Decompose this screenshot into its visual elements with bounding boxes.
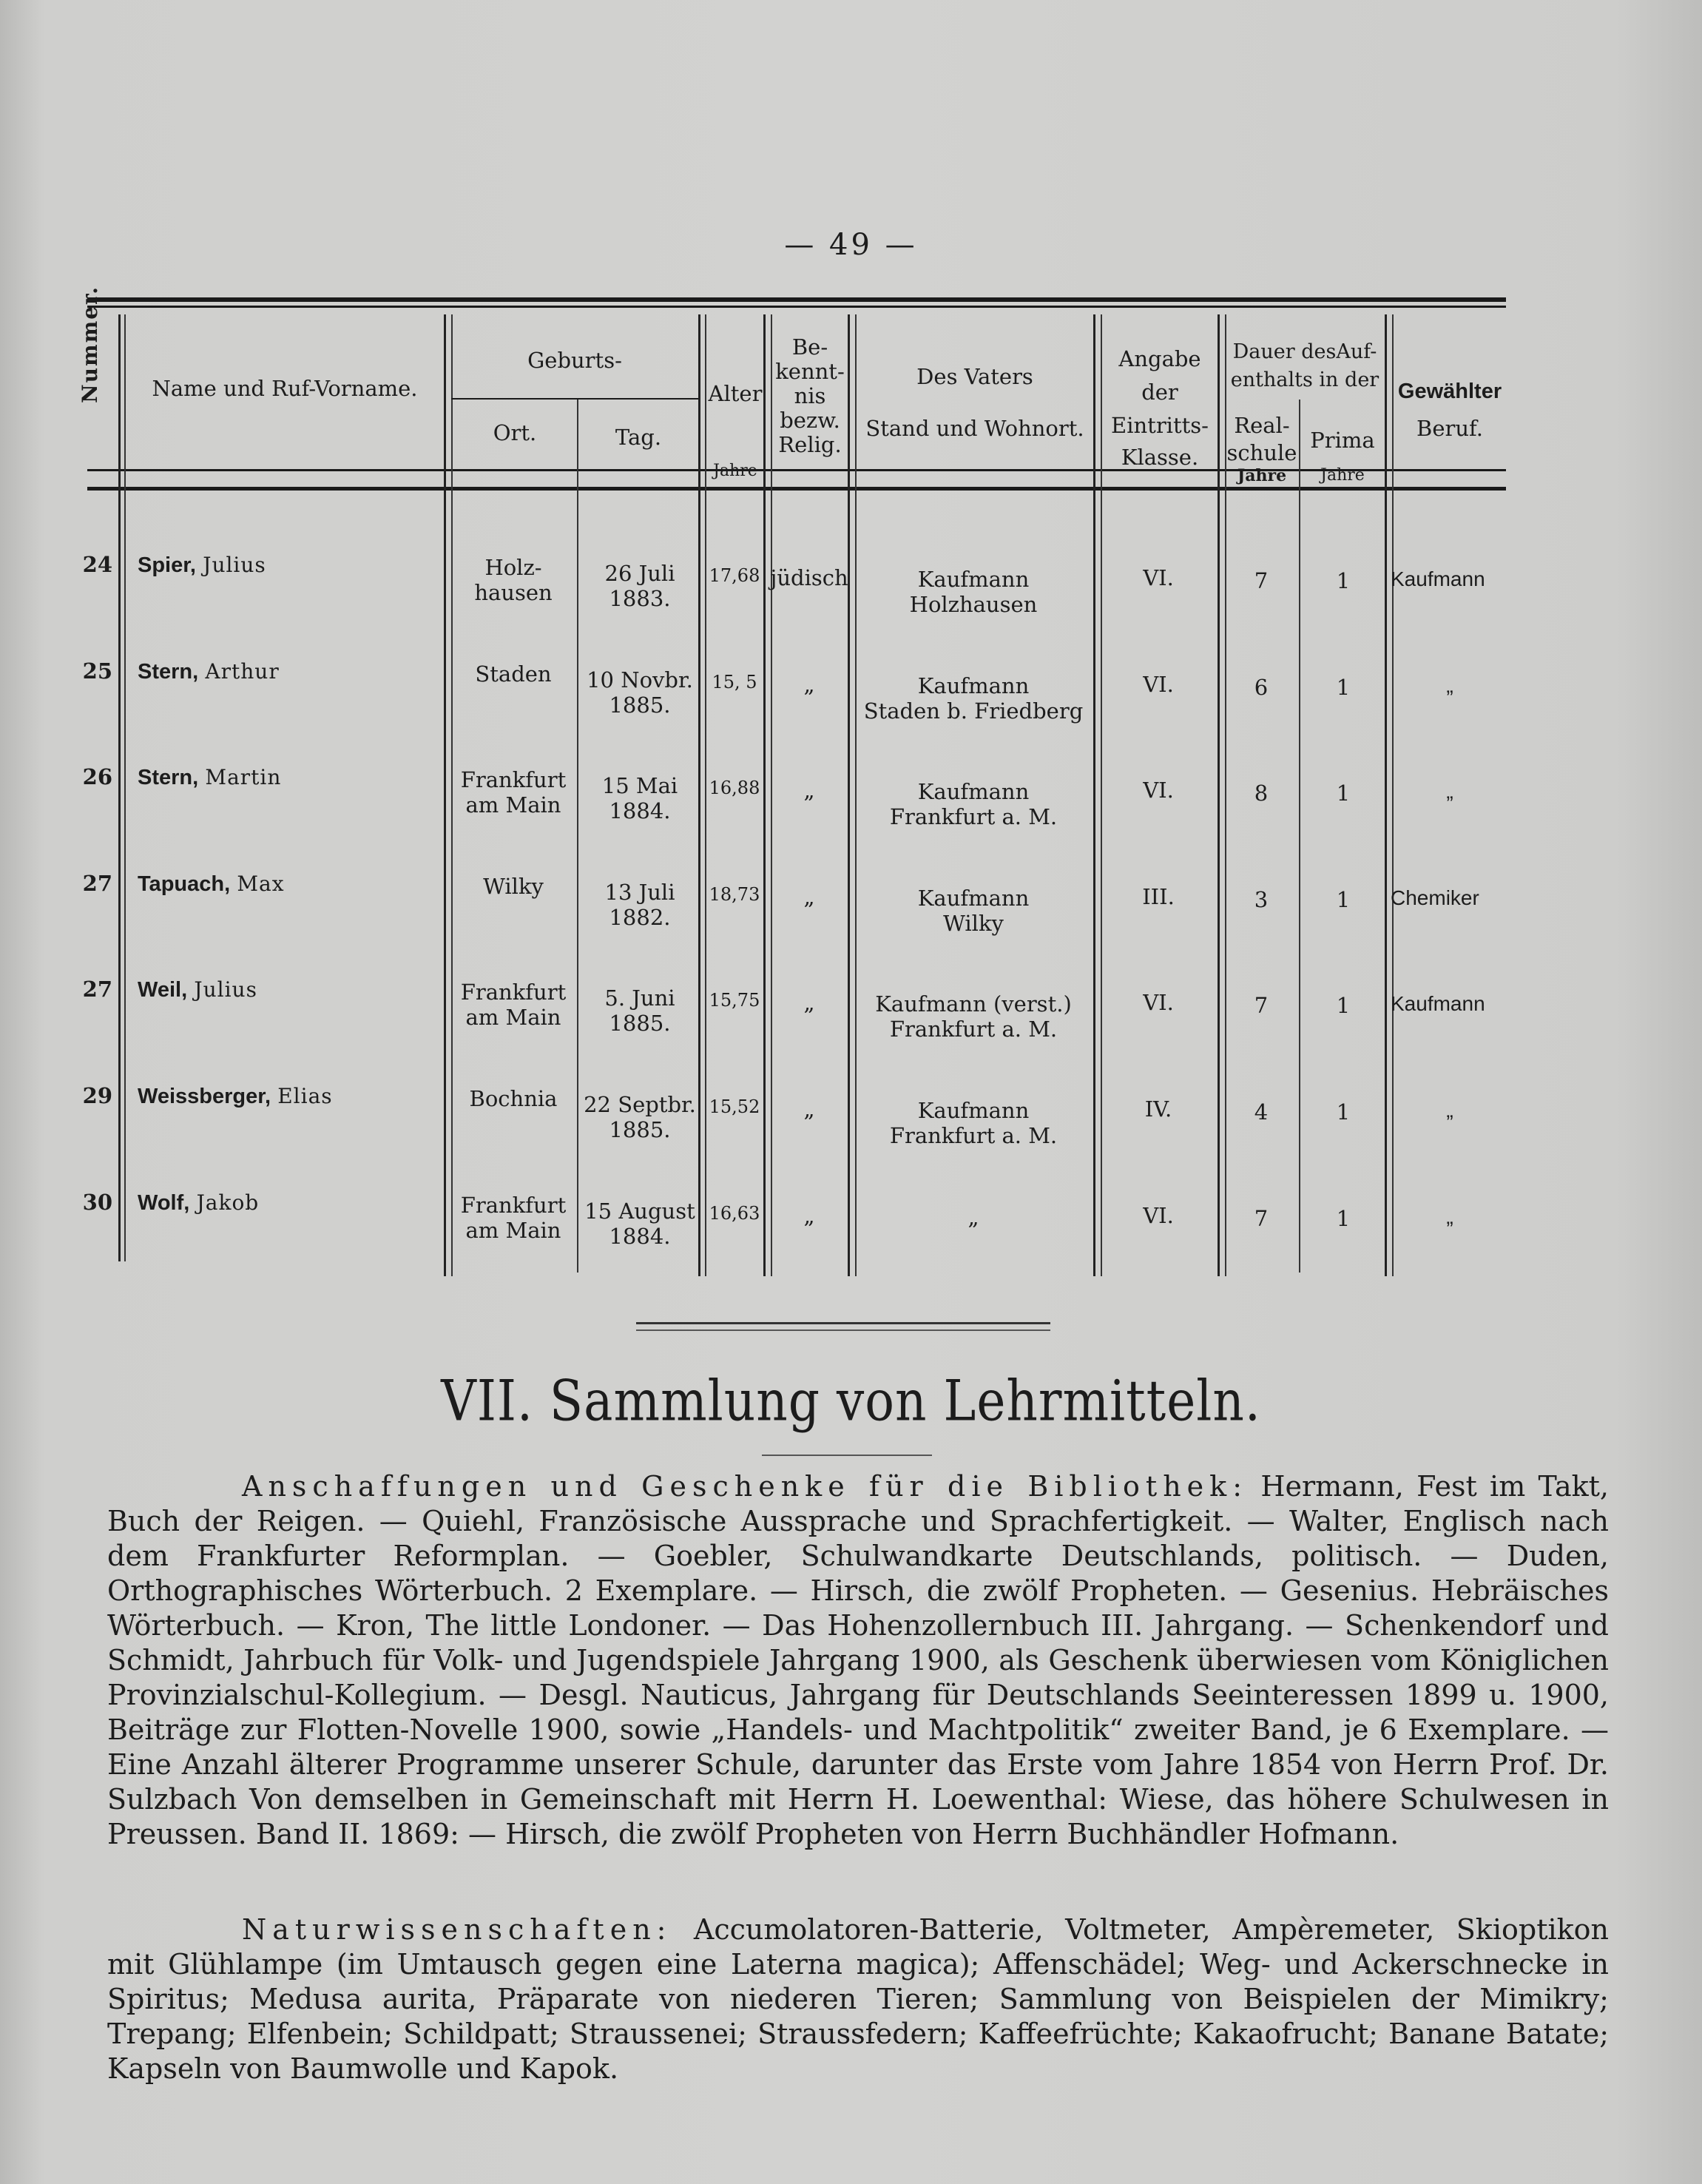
age: 16,88	[709, 778, 760, 798]
surname: Tapuach,	[138, 872, 231, 896]
birth-date: 26 Juli	[604, 561, 675, 586]
birth-date: 15 August	[584, 1199, 695, 1224]
first-name: Arthur	[205, 659, 280, 684]
birth-place: Wilky	[483, 874, 544, 899]
birth-date: 15 Mai	[601, 773, 678, 798]
first-name: Martin	[205, 765, 282, 789]
years-realschule: 3	[1254, 887, 1269, 912]
father-residence: Wilky	[943, 911, 1004, 936]
header-realschule-1: Real-	[1234, 413, 1290, 438]
header-prima: Prima	[1310, 428, 1375, 453]
birth-date-2: 1885.	[609, 1117, 671, 1142]
years-prima: 1	[1336, 887, 1351, 912]
header-tag: Tag.	[615, 425, 662, 450]
header-angabe-2: der	[1141, 380, 1178, 405]
birth-date-2: 1885.	[609, 692, 671, 718]
age: 15,75	[709, 990, 760, 1011]
first-name: Max	[237, 872, 285, 896]
student-name	[138, 1083, 441, 1110]
surname: Weissberger,	[138, 1085, 271, 1108]
header-real-jahre: Jahre	[1237, 466, 1287, 485]
first-name: Jakob	[196, 1190, 260, 1215]
header-bekenntnis-5: Relig.	[778, 432, 842, 457]
header-angabe-4: Klasse.	[1121, 445, 1199, 470]
header-geburts: Geburts-	[527, 348, 622, 373]
age: 18,73	[709, 884, 760, 905]
entry-class: VI.	[1143, 672, 1174, 697]
entry-class: VI.	[1143, 778, 1174, 803]
student-name	[138, 871, 441, 897]
header-realschule-2: schule	[1226, 440, 1297, 465]
years-prima: 1	[1336, 1099, 1351, 1125]
religion: „	[803, 884, 815, 909]
birth-place: Staden	[475, 661, 552, 687]
birth-date: 13 Juli	[604, 880, 675, 905]
father-occupation: Kaufmann	[917, 567, 1030, 592]
entry-class: VI.	[1143, 565, 1174, 590]
table-header-bottom-rule-2	[87, 487, 1506, 491]
birth-date: 10 Novbr.	[587, 667, 693, 692]
first-name: Julius	[203, 553, 266, 577]
father-occupation: Kaufmann (verst.)	[875, 991, 1072, 1017]
birth-place-2: am Main	[465, 1005, 561, 1030]
years-realschule: 4	[1254, 1099, 1269, 1125]
paragraph-lead: Naturwissenschaften:	[242, 1913, 672, 1946]
chosen-profession: „	[1446, 780, 1453, 803]
header-bekenntnis-2: kennt-	[775, 359, 845, 384]
header-beruf-1: Gewählter	[1397, 380, 1502, 403]
student-name	[138, 658, 441, 685]
age: 17,68	[709, 565, 760, 586]
birth-place-2: hausen	[474, 580, 553, 605]
title-underline	[762, 1455, 932, 1456]
father-residence: Frankfurt a. M.	[889, 804, 1058, 829]
table-top-rule	[87, 297, 1506, 302]
birth-date-2: 1882.	[609, 905, 671, 930]
years-prima: 1	[1336, 781, 1351, 806]
chosen-profession: Kaufmann	[1391, 992, 1485, 1015]
father-occupation: Kaufmann	[917, 1098, 1030, 1123]
header-bekenntnis-4: bezw.	[780, 408, 840, 433]
age: 15,52	[709, 1096, 760, 1117]
row-number: 30	[82, 1190, 112, 1215]
years-realschule: 7	[1254, 1206, 1269, 1231]
header-angabe-3: Eintritts-	[1111, 413, 1209, 438]
birth-place: Frankfurt	[460, 767, 567, 792]
religion: jüdisch	[770, 565, 848, 590]
first-name: Julius	[194, 977, 257, 1002]
surname: Stern,	[138, 660, 199, 684]
years-realschule: 8	[1254, 781, 1269, 806]
chosen-profession: „	[1446, 674, 1453, 697]
col-rule	[1299, 400, 1300, 1273]
section-divider-2	[636, 1329, 1050, 1331]
row-number: 27	[82, 977, 112, 1002]
birth-place: Frankfurt	[460, 1193, 567, 1218]
header-angabe-1: Angabe	[1118, 346, 1201, 371]
row-number: 26	[82, 764, 112, 789]
header-ort: Ort.	[493, 420, 537, 445]
age: 16,63	[709, 1203, 760, 1224]
entry-class: III.	[1142, 884, 1175, 909]
student-name	[138, 1190, 441, 1216]
geburts-subrule	[451, 398, 698, 400]
row-number: 29	[82, 1083, 112, 1108]
father-residence: Frankfurt a. M.	[889, 1123, 1058, 1148]
father-occupation: „	[967, 1204, 979, 1230]
header-dauer-2: enthalts in der	[1230, 368, 1380, 391]
birth-place: Bochnia	[469, 1086, 558, 1111]
row-number: 24	[82, 552, 112, 577]
father-occupation: Kaufmann	[917, 673, 1030, 698]
birth-date: 5. Juni	[604, 985, 675, 1011]
student-name	[138, 552, 441, 579]
surname: Weil,	[138, 978, 188, 1002]
birth-date-2: 1884.	[609, 1224, 671, 1249]
header-nummer: Nummer.	[78, 286, 102, 403]
header-bekenntnis-3: nis	[794, 383, 826, 408]
birth-place-2: am Main	[465, 1218, 561, 1243]
father-occupation: Kaufmann	[917, 886, 1030, 911]
years-realschule: 7	[1254, 993, 1269, 1018]
header-prima-jahre: Jahre	[1320, 466, 1365, 485]
header-alter-jahre: Jahre	[713, 462, 757, 480]
section-title: VII. Sammlung von Lehrmitteln.	[441, 1368, 1261, 1434]
first-name: Elias	[277, 1084, 333, 1108]
age: 15, 5	[712, 672, 757, 692]
paragraph-naturwissenschaften	[107, 1912, 1609, 2086]
entry-class: VI.	[1143, 1203, 1174, 1228]
years-prima: 1	[1336, 675, 1351, 700]
birth-date: 22 Septbr.	[584, 1092, 696, 1117]
col-rule	[577, 400, 578, 1273]
religion: „	[803, 778, 815, 803]
father-residence: Staden b. Friedberg	[863, 698, 1084, 724]
years-prima: 1	[1336, 1206, 1351, 1231]
religion: „	[803, 1203, 815, 1228]
entry-class: IV.	[1144, 1096, 1172, 1122]
religion: „	[803, 990, 815, 1015]
father-residence: Frankfurt a. M.	[889, 1017, 1058, 1042]
birth-place: Frankfurt	[460, 980, 567, 1005]
header-vater-stand: Stand und Wohnort.	[865, 416, 1084, 441]
paragraph-lead: Anschaffungen und Geschenke für die Bibliothek:	[242, 1470, 1248, 1503]
chosen-profession: „	[1446, 1099, 1453, 1122]
table-top-rule-2	[87, 306, 1506, 308]
birth-place: Holz-	[484, 555, 542, 580]
years-prima: 1	[1336, 993, 1351, 1018]
religion: „	[803, 1096, 815, 1122]
header-alter: Alter	[708, 381, 763, 406]
paragraph-text: Accumolatoren-Batterie, Voltmeter, Ampèremeter, Skioptikon mit Glühlampe (im Umtausch gegen eine Laterna magica); Affenschädel; Weg- und Ackerschnecke in Spiritus; Medusa aurita, Präparate von niederen Tieren; Sammlung von Beispielen der Mimikry; Trepang; Elfenbein; Schildpatt; Straussenei; Straussfedern; Kaffeefrüchte; Kakaofrucht; Banane Batate; Kapseln von Baumwolle und Kapok.	[107, 1913, 1609, 2085]
student-name	[138, 764, 441, 791]
years-prima: 1	[1336, 568, 1351, 593]
col-rule	[124, 314, 126, 1261]
col-rule	[444, 314, 446, 1276]
header-dauer-1: Dauer desAuf-	[1232, 340, 1377, 363]
surname: Wolf,	[138, 1191, 190, 1215]
chosen-profession: Chemiker	[1391, 886, 1479, 909]
chosen-profession: „	[1446, 1205, 1453, 1228]
col-rule	[118, 314, 121, 1261]
entry-class: VI.	[1143, 990, 1174, 1015]
paragraph-bibliothek	[107, 1469, 1609, 1852]
header-vater: Des Vaters	[916, 364, 1033, 389]
father-residence: Holzhausen	[909, 592, 1038, 617]
birth-date-2: 1884.	[609, 798, 671, 823]
row-number: 27	[82, 871, 112, 896]
paragraph-text: Hermann, Fest im Takt, Buch der Reigen. — Quiehl, Französische Aussprache und Sprachfertigkeit. — Walter, Englisch nach dem Frankfurter Reformplan. — Goebler, Schulwandkarte Deutschlands, politisch. — Duden, Orthographisches Wörterbuch. 2 Exemplare. — Hirsch, die zwölf Propheten. — Gesenius. Hebräisches Wörterbuch. — Kron, The little Londoner. — Das Hohenzollernbuch III. Jahrgang. — Schenkendorf und Schmidt, Jahrbuch für Volk- und Jugendspiele Jahrgang 1900, als Geschenk überwiesen vom Königlichen Provinzialschul-Kollegium. — Desgl. Nauticus, Jahrgang für Deutschlands Seeinteressen 1899 u. 1900, Beiträge zur Flotten-Novelle 1900, sowie „Handels- und Machtpolitik“ zweiter Band, je 6 Exemplare. — Eine Anzahl älterer Programme unserer Schule, darunter das Erste vom Jahre 1854 von Herrn Prof. Dr. Sulzbach Von demselben in Gemeinschaft mit Herrn H. Loewenthal: Wiese, das höhere Schulwesen in Preussen. Band II. 1869: — Hirsch, die zwölf Propheten von Herrn Buchhändler Hofmann.	[107, 1470, 1609, 1850]
birth-date-2: 1883.	[609, 586, 671, 611]
student-name	[138, 977, 441, 1003]
surname: Spier,	[138, 553, 196, 577]
header-bekenntnis-1: Be-	[791, 334, 828, 360]
chosen-profession: Kaufmann	[1391, 567, 1485, 590]
page-number: — 49 —	[784, 228, 918, 262]
section-divider	[636, 1322, 1050, 1324]
header-beruf-2: Beruf.	[1416, 416, 1483, 441]
father-occupation: Kaufmann	[917, 779, 1030, 804]
surname: Stern,	[138, 766, 199, 789]
birth-place-2: am Main	[465, 792, 561, 818]
header-name: Name und Ruf-Vorname.	[152, 376, 418, 401]
years-realschule: 7	[1254, 568, 1269, 593]
years-realschule: 6	[1254, 675, 1269, 700]
row-number: 25	[82, 658, 112, 684]
birth-date-2: 1885.	[609, 1011, 671, 1036]
religion: „	[803, 672, 815, 697]
